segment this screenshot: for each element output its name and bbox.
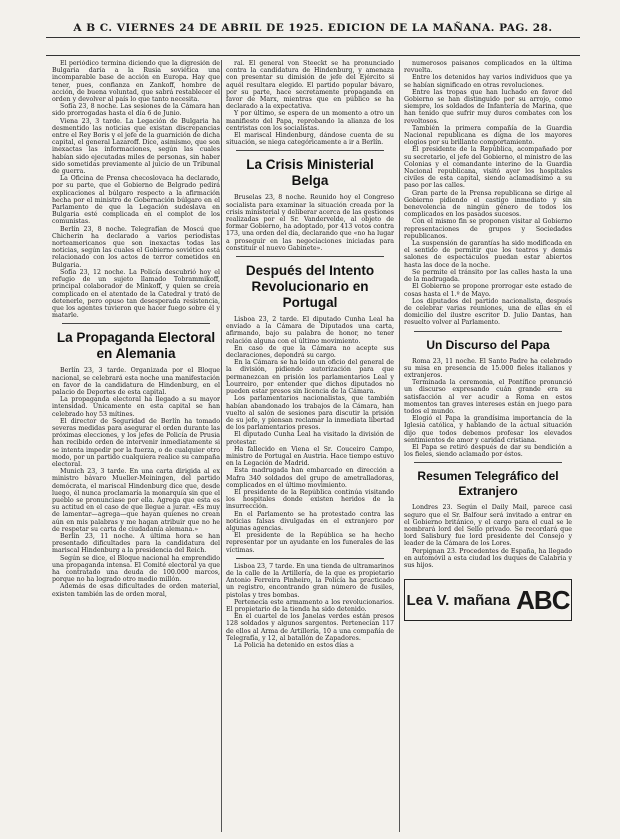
header-rule-bottom xyxy=(46,55,580,56)
ad-text: Lea V. mañana xyxy=(406,591,511,609)
article-paragraph: Sofía 23, 8 noche. Las sesiones de la Cámara han sido prorrogadas hasta el día 6 de Junio. xyxy=(52,103,220,118)
article-paragraph: También la primera compañía de la Guardia Nacional republicana es digna de los mayores elogios por su brillante comportamiento. xyxy=(404,124,572,147)
article-paragraph: Gran parte de la Prensa republicana se dirige al Gobierno pidiendo el castigo inmediato y sin benevolencia de ningún género de todos los complicados en los pasados sucesos. xyxy=(404,189,572,219)
article-paragraph: Y por último, se espera de un momento a otro un manifiesto del Papa, reprobando la alianza de los centristas con los socialistas. xyxy=(226,110,394,132)
article-paragraph: Bruselas 23, 8 noche. Reunido hoy el Congreso socialista para examinar la situación creada por la crisis ministerial y deliberar acerca de las gestiones realizadas por el Sr. Vandervelde, al objeto de formar Gobierno, ha adoptado, por 413 votos contra 173, una orden del día, declarando que «no ha lugar a proseguir en las negociaciones iniciadas para constituir el nuevo Gabinete». xyxy=(226,194,394,252)
article-paragraph: En el Parlamento se ha protestado contra las noticias falsas divulgadas en el extranjero por algunas agencias. xyxy=(226,510,394,532)
article-paragraph: El presidente de la República se ha hecho representar por un ayudante en los funerales de las víctimas. xyxy=(226,532,394,554)
header-rule-top xyxy=(46,37,580,38)
column-1 xyxy=(52,60,220,832)
column-divider xyxy=(399,60,400,832)
article-paragraph: numerosos paisanos complicados en la última revuelta. xyxy=(404,60,572,75)
section-divider xyxy=(236,558,384,559)
headline-crisis-belga: La Crisis Ministerial Belga xyxy=(246,157,374,189)
column-2 xyxy=(226,60,394,832)
article-paragraph: Roma 23, 11 noche. El Santo Padre ha celebrado su misa en presencia de 15.000 fieles italianos y extranjeros. xyxy=(404,357,572,379)
article-paragraph: Terminada la ceremonia, el Pontífice pronunció un discurso expresando cuán grande era su satisfacción al ver acudir a Roma en estos momentos tan graves intereses están en juego para todos el mundo. xyxy=(404,379,572,415)
article-paragraph: El presidente de la República, acompañado por su secretario, el jefe del Gobierno, el ministro de las Colonias y el comandante interino de la Guardia Nacional republicana, visitó ayer los hospitales civiles de esta capital, siendo aclamadísimo a su paso por las calles. xyxy=(404,146,572,190)
article-paragraph: Según se dice, el Bloque nacional ha emprendido una propaganda intensa. El Comité electoral ya que ha contratado una deuda de 100.000 marcos, porque no ha logrado otro medio millón. xyxy=(52,554,220,584)
article-paragraph: El director de Seguridad de Berlín ha tomado severas medidas para asegurar el orden durante las próximas elecciones, y los jefes de Policía de Prusia han recibido orden de intervenir inmediatamente si se intenta impedir por la fuerza, o de cualquier otro modo, por un partido cualquiera realice su campaña electoral. xyxy=(52,417,220,468)
article-paragraph: Ha fallecido en Viena el Sr. Couceiro Campo, ministro de Portugal en Austria. Hace tiempo estuvo en la Legación de Madrid. xyxy=(226,445,394,468)
article-paragraph: Con el mismo fin se proponen visitar al Gobierno representaciones de grupos y Sociedades republicanos. xyxy=(404,218,572,240)
article-paragraph: Perpignan 23. Procedentes de España, ha llegado en automóvil a esta ciudad los duques de Calabria y sus hijos. xyxy=(404,547,572,569)
article-paragraph: En la Cámara se ha leído un oficio del general de la división, pidiendo autorización para que permanezcan en prisión los parlamentarios Leal y Lourreiro, por entender que dichos diputados no pueden estar presos sin licencia de la Cámara. xyxy=(226,359,394,396)
article-paragraph: Berlín 23, 3 tarde. Organizada por el Bloque nacional, se celebrará esta noche una manifestación en favor de la candidatura de Hindenburg, en el palacio de Deportes de esta capital. xyxy=(52,367,220,396)
article-paragraph: Sofía 23, 12 noche. La Policía descubrió hoy el refugio de un sujeto llamado Tobrammikoff, principal colaborador de Minkoff, y quien se creía complicado en el atentado de la Catedral y trató de detenerle, pero opuso tan desesperada resistencia, que los agentes tuvieron que hacer fuego sobre él y matarle. xyxy=(52,268,220,320)
section-divider xyxy=(414,462,562,463)
abc-advertisement xyxy=(404,579,572,621)
article-paragraph: ral. El general von Steeckt se ha pronunciado contra la candidatura de Hindenburg, y amenaza con presentar su dimisión de jefe del Ejército si aquél resultara elegido. El partido popular bávaro, por su parte, hace secretamente propaganda en favor de Marx, mientras que en público se ha declarado a la expectativa. xyxy=(226,60,394,111)
article-paragraph: Berlín 23, 8 noche. Telegrafían de Moscú que Chicherin ha declarado a varios periodistas norteamericanos que son inexactas todas las noticias, según las cuales el Gobierno soviético está relacionado con los actos de terror cometidos en Bulgaria. xyxy=(52,225,220,269)
article-paragraph: El diputado Cunha Leal ha visitado la división de protestar. xyxy=(226,431,394,446)
section-divider xyxy=(236,150,384,151)
article-paragraph: Los diputados del partido nacionalista, después de celebrar varias reuniones, una de ellas en el domicilio del ilustre escritor D. Julio Dantas, han resuelto volver al Parlamento. xyxy=(404,297,572,327)
article-paragraph: El periódico termina diciendo que la digresión de Bulgaria daría a la Rusia soviética una incomparable base de acción en Europa. Hay que tener, pues, confianza en Zankoff, hombre de acción, de buena voluntad, que sabrá restablecer el orden y devolver al país lo que tanto necesita. xyxy=(52,60,220,104)
headline-propaganda-electoral: La Propaganda Electoral en Alemania xyxy=(56,330,216,362)
article-paragraph: El presidente de la República continúa visitando los hospitales donde existen heridos de la insurrección. xyxy=(226,488,394,511)
headline-portugal: Después del Intento Revolucionario en Portugal xyxy=(245,263,375,311)
article-paragraph: Esta madrugada han embarcado en dirección a Mafra 340 soldados del grupo de ametralladoras, complicados en el último movimiento. xyxy=(226,467,394,489)
article-paragraph: La propaganda electoral ha llegado a su mayor intensidad. Únicamente en esta capital se han celebrado hoy 53 mítines. xyxy=(52,396,220,418)
article-paragraph: La suspensión de garantías ha sido modificada en el sentido de permitir que los teatros y demás salones de espectáculos puedan estar abiertos hasta las doce de la noche. xyxy=(404,240,572,269)
article-paragraph: Munich 23, 3 tarde. En una carta dirigida al ex ministro bávaro Mueller-Meiningen, del partido demócrata, el mariscal Hindenburg dice que, desde luego, él nunca proclamaría la monarquía sin que el pueblo se pronunciase por ella. Agrega que esta es su actitud en el caso de que llegue a jurar. «Es muy de lamentar—agrega—que hayan quienes no crean aún en mis palabras y me hagan atribuir que no he de respetar su carta de ciudadanía alemana.» xyxy=(52,468,220,533)
article-paragraph: Londres 23. Según el Daily Mail, parece casi seguro que el Sr. Balfour será invitado a entrar en el Gobierno británico, y el cargo para el cual se le nombrará lord del Sello privado. Se recordará que lord Salisbury fue lord presidente del Consejo y leader de la Cámara de los Lores. xyxy=(404,504,572,548)
article-paragraph: Además de esas dificultades de orden material, existen también las de orden moral, xyxy=(52,583,220,598)
headline-discurso-papa: Un Discurso del Papa xyxy=(426,337,550,352)
article-paragraph: Viena 23, 3 tarde. La Legación de Bulgaria ha desmentido las noticias que existan discrepancias entre el Rey Boris y el jefe de la guarnición de dicha capital, el general Lazaroff. Dice, asimismo, que son inexactas las informaciones, según las cuales habían sido ejecutadas miles de personas, sin haber sido sometidas previamente al juicio de un Tribunal de guerra. xyxy=(52,117,220,176)
article-paragraph: El Gobierno se propone prorrogar este estado de cosas hasta el 1.º de Mayo. xyxy=(404,283,572,298)
section-divider xyxy=(62,323,210,324)
article-paragraph: La Policía ha detenido en estos días a xyxy=(234,642,354,649)
article-paragraph: En el cuartel de los Janelas verdes están presos 128 soldados y algunos sargentos. Pertenecían 117 de ellos al Arma de Artillería, 10 a una compañía de Telegrafía, y 12, al batallón de Zapadores. xyxy=(226,613,394,642)
article-paragraph: Lisboa 23, 7 tarde. En una tienda de ultramarinos de la calle de la Artillería, de la que es propietario Antonio Ferreira Pinheiro, la Policía ha practicado un registro, encontrando gran número de fusiles, pistolas y tres bombas. xyxy=(226,562,394,599)
column-3 xyxy=(404,60,572,832)
column-divider xyxy=(221,60,222,832)
article-paragraph: Entre los detenidos hay varios individuos que ya se habían significado en otras revoluciones. xyxy=(404,74,572,89)
article-paragraph: Lisboa 23, 2 tarde. El diputado Cunha Leal ha enviado a la Cámara de Diputados una carta, afirmando, bajo su palabra de honor, no tener relación alguna con el último movimiento. xyxy=(226,316,394,345)
article-paragraph: En caso de que la Cámara no acepte sus declaraciones, depondrá su cargo. xyxy=(226,344,394,360)
section-divider xyxy=(414,331,562,332)
article-paragraph: Elogió el Papa la grandísima importancia de la Iglesia católica, y hablando de la actual situación dijo que todos debemos profesar los elevados sentimientos de amor y caridad cristiana. xyxy=(404,415,572,444)
article-paragraph: Los parlamentarios nacionalistas, que también habían abandonado los trabajos de la Cámara, han vuelto al salón de sesiones para discutir la prisión de su jefe, y piensan reclamar la inmediata libertad de los parlamentarios presos. xyxy=(226,395,394,432)
article-paragraph: Berlín 23, 11 noche. A última hora se han presentado dificultades para la candidatura del mariscal Hindenburg a la presidencia del Reich. xyxy=(52,532,220,555)
article-paragraph: El mariscal Hindenburg, dándose cuenta de su situación, se niega categóricamente a ir a Berlín. xyxy=(226,132,394,147)
article-paragraph: Se permite el tránsito por las calles hasta la una de la madrugada. xyxy=(404,268,572,284)
article-paragraph: Pertenecía este armamento a los revolucionarios. El propietario de la tienda ha sido detenido. xyxy=(226,598,394,613)
article-paragraph: Entre las tropas que han luchado en favor del Gobierno se han distinguido por su arrojo, como siempre, los soldados de Infantería de Marina, que han tenido que sufrir muy duros combates con los revoltosos. xyxy=(404,88,572,125)
abc-logo: ABC xyxy=(516,584,570,615)
headline-resumen-telegrafico: Resumen Telegráfico del Extranjero xyxy=(417,469,559,499)
section-divider xyxy=(236,256,384,257)
article-paragraph: La Oficina de Prensa checoslovaca ha declarado, por su parte, que el Gobierno de Belgrado pedirá explicaciones al búlgaro respecto a la afirmación hecha por el ministro de Gobernación búlgaro en el Parlamento de que la Legación sudeslava en Bulgaria esté complicada en el complot de los comunistas. xyxy=(52,175,220,226)
page-header: A B C. VIERNES 24 DE ABRIL DE 1925. EDICION DE LA MAÑANA. PAG. 28. xyxy=(73,22,553,34)
article-paragraph: El Papa se retiró después de dar su bendición a los fieles, siendo aclamado por éstos. xyxy=(404,443,572,459)
